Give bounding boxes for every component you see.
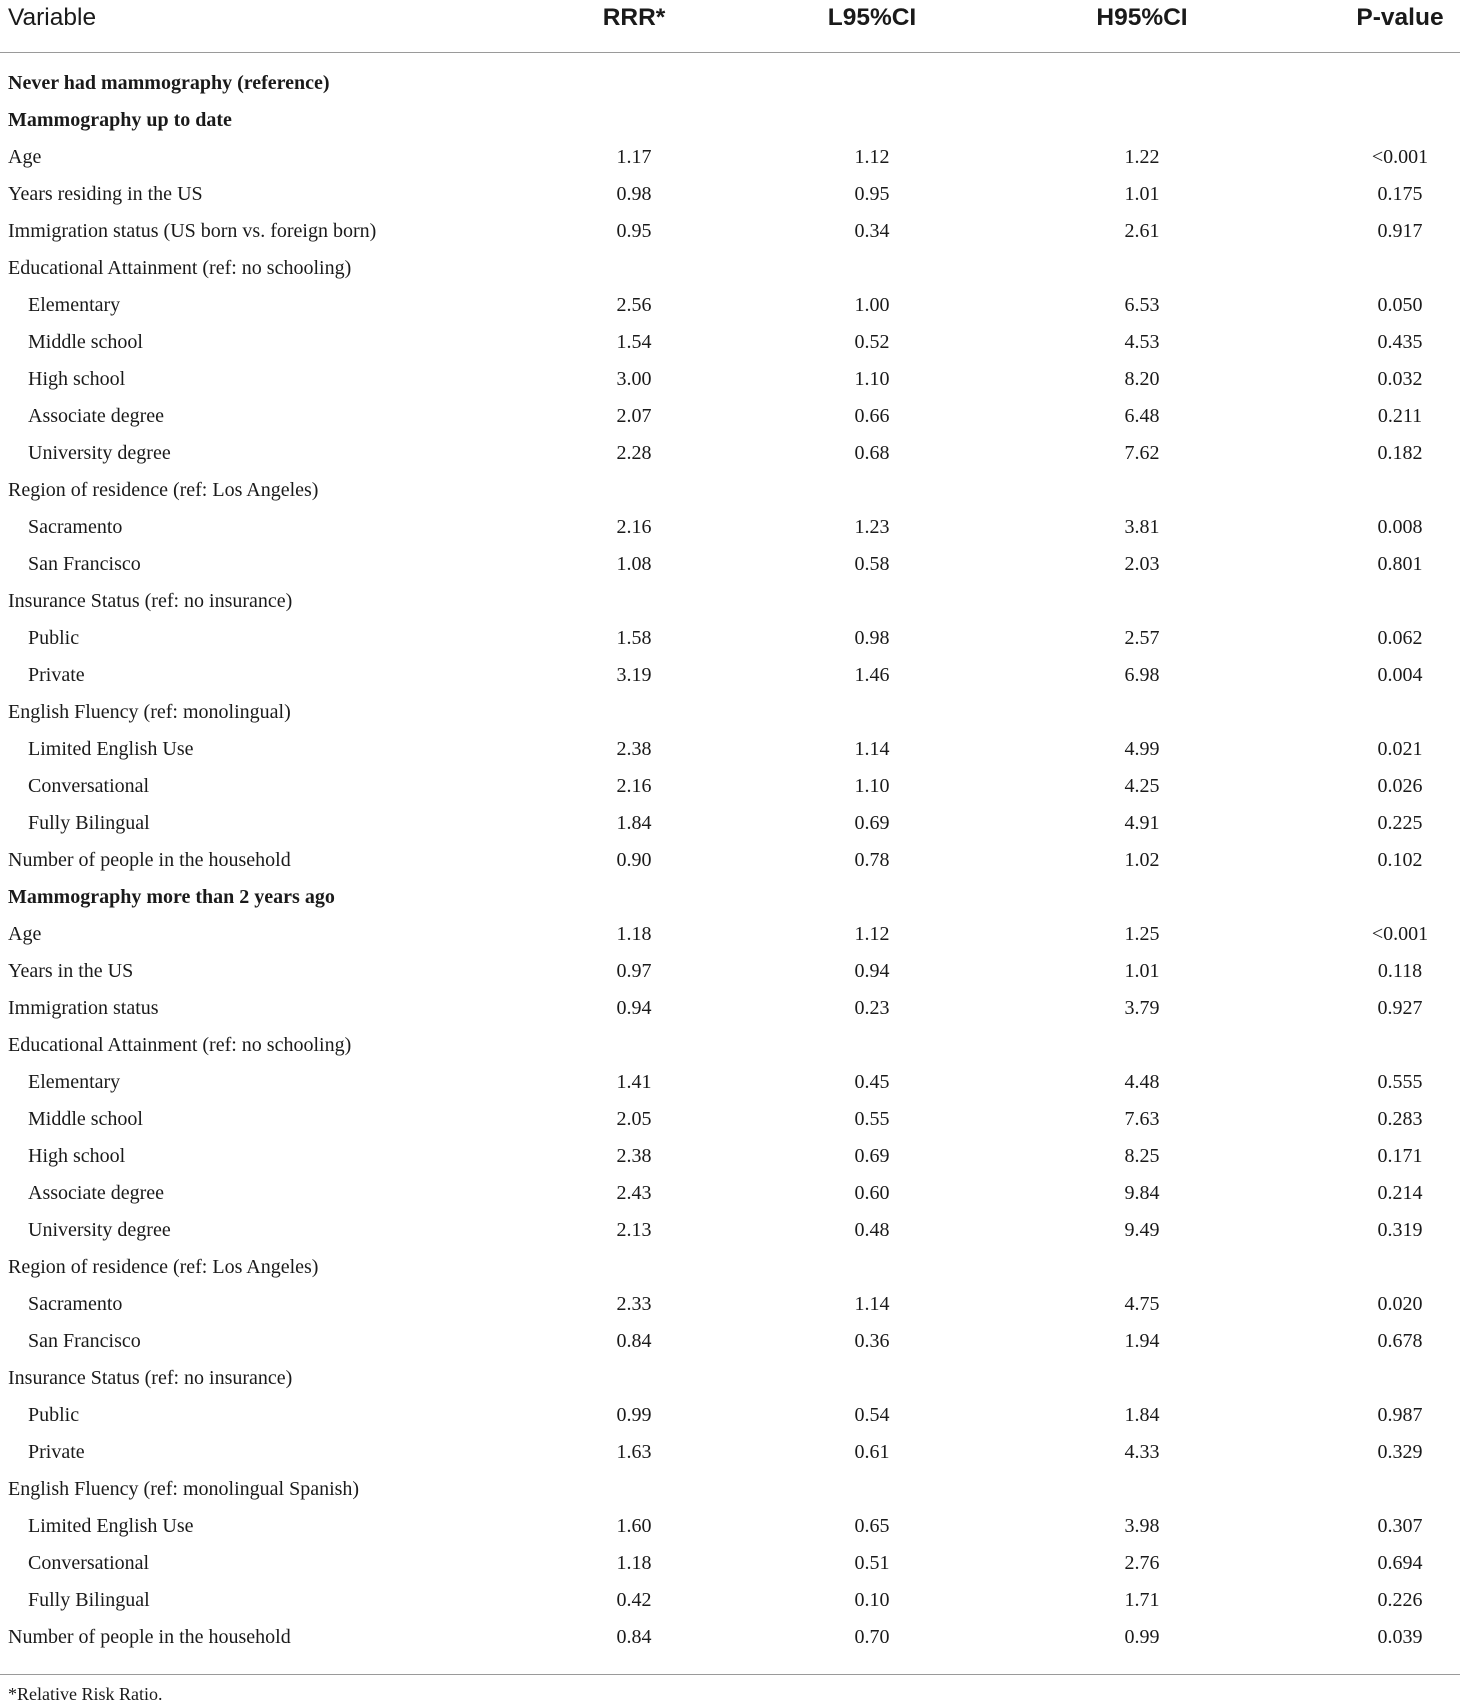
- cell-l95ci: 0.66: [854, 405, 890, 427]
- cell-p-value: 0.026: [1377, 775, 1423, 797]
- cell-p-value: 0.329: [1377, 1441, 1423, 1463]
- row-label: Conversational: [28, 1552, 150, 1574]
- cell-l95ci: 0.23: [854, 997, 890, 1019]
- header-variable: Variable: [8, 4, 97, 31]
- cell-l95ci: 0.45: [854, 1071, 890, 1093]
- table-row: [0, 1101, 1460, 1138]
- cell-l95ci: 0.65: [854, 1515, 890, 1537]
- cell-h95ci: 4.75: [1124, 1293, 1160, 1315]
- cell-l95ci: 1.14: [854, 738, 890, 760]
- cell-rrr: 0.42: [616, 1589, 652, 1611]
- table-row: [0, 324, 1460, 361]
- cell-p-value: 0.319: [1377, 1219, 1423, 1241]
- cell-l95ci: 0.94: [854, 960, 890, 982]
- table-row: [0, 768, 1460, 805]
- row-label: Elementary: [28, 1071, 121, 1093]
- cell-rrr: 0.99: [616, 1404, 652, 1426]
- cell-p-value: 0.032: [1377, 368, 1423, 390]
- cell-p-value: 0.175: [1377, 183, 1423, 205]
- cell-h95ci: 7.62: [1124, 442, 1160, 464]
- cell-rrr: 1.54: [616, 331, 652, 353]
- section-row: [0, 65, 1460, 102]
- table-body: [0, 65, 1460, 1656]
- cell-l95ci: 1.00: [854, 294, 890, 316]
- cell-p-value: 0.987: [1377, 1404, 1423, 1426]
- row-label: Public: [28, 627, 80, 649]
- cell-l95ci: 1.12: [854, 146, 890, 168]
- header-rrr: RRR*: [602, 4, 666, 31]
- table-row: [0, 1434, 1460, 1471]
- cell-p-value: <0.001: [1371, 923, 1429, 945]
- cell-l95ci: 0.48: [854, 1219, 890, 1241]
- cell-rrr: 2.16: [616, 775, 652, 797]
- cell-p-value: 0.927: [1377, 997, 1423, 1019]
- row-label: Limited English Use: [28, 1515, 194, 1537]
- table-row: [0, 509, 1460, 546]
- row-label: University degree: [28, 442, 171, 464]
- cell-p-value: 0.039: [1377, 1626, 1423, 1648]
- cell-rrr: 2.16: [616, 516, 652, 538]
- group-row: [0, 1249, 1460, 1286]
- table-row: [0, 1545, 1460, 1582]
- table-row: [0, 916, 1460, 953]
- cell-l95ci: 0.70: [854, 1626, 890, 1648]
- cell-rrr: 0.95: [616, 220, 652, 242]
- row-label: Immigration status: [8, 997, 159, 1019]
- cell-rrr: 2.05: [616, 1108, 652, 1130]
- cell-l95ci: 0.98: [854, 627, 890, 649]
- cell-h95ci: 9.49: [1124, 1219, 1160, 1241]
- section-row: [0, 102, 1460, 139]
- cell-l95ci: 0.78: [854, 849, 890, 871]
- table-row: [0, 657, 1460, 694]
- table-row: [0, 953, 1460, 990]
- cell-rrr: 2.38: [616, 738, 652, 760]
- cell-p-value: 0.694: [1377, 1552, 1423, 1574]
- cell-rrr: 2.38: [616, 1145, 652, 1167]
- row-label: University degree: [28, 1219, 171, 1241]
- table-row: [0, 731, 1460, 768]
- row-label: Conversational: [28, 775, 150, 797]
- cell-l95ci: 1.23: [854, 516, 890, 538]
- table-row: [0, 287, 1460, 324]
- group-row: [0, 694, 1460, 731]
- row-label: Private: [28, 664, 85, 686]
- cell-h95ci: 4.25: [1124, 775, 1160, 797]
- row-label: Sacramento: [28, 1293, 123, 1315]
- cell-h95ci: 6.48: [1124, 405, 1160, 427]
- table-row: [0, 1064, 1460, 1101]
- cell-p-value: 0.801: [1377, 553, 1423, 575]
- cell-p-value: 0.182: [1377, 442, 1423, 464]
- cell-p-value: 0.021: [1377, 738, 1423, 760]
- row-label: Limited English Use: [28, 738, 194, 760]
- cell-rrr: 0.94: [616, 997, 652, 1019]
- table-row: [0, 176, 1460, 213]
- row-label: San Francisco: [28, 1330, 141, 1352]
- row-label: Elementary: [28, 294, 121, 316]
- table-row: [0, 1582, 1460, 1619]
- group-row: [0, 250, 1460, 287]
- cell-h95ci: 6.98: [1124, 664, 1160, 686]
- cell-l95ci: 1.14: [854, 1293, 890, 1315]
- row-label: Insurance Status (ref: no insurance): [8, 1367, 293, 1389]
- group-row: [0, 1027, 1460, 1064]
- cell-h95ci: 4.48: [1124, 1071, 1160, 1093]
- cell-h95ci: 1.22: [1124, 146, 1160, 168]
- cell-rrr: 3.00: [616, 368, 652, 390]
- cell-l95ci: 0.36: [854, 1330, 890, 1352]
- table-row: [0, 1397, 1460, 1434]
- cell-h95ci: 3.81: [1124, 516, 1160, 538]
- cell-l95ci: 1.46: [854, 664, 890, 686]
- regression-table: [0, 0, 1460, 53]
- cell-l95ci: 0.10: [854, 1589, 890, 1611]
- cell-h95ci: 3.79: [1124, 997, 1160, 1019]
- cell-p-value: 0.171: [1377, 1145, 1423, 1167]
- cell-rrr: 0.97: [616, 960, 652, 982]
- row-label: Number of people in the household: [8, 849, 291, 871]
- cell-rrr: 2.56: [616, 294, 652, 316]
- table-row: [0, 435, 1460, 472]
- table-header-row: [0, 0, 1460, 53]
- table-row: [0, 1175, 1460, 1212]
- table-row: [0, 1212, 1460, 1249]
- cell-p-value: 0.214: [1377, 1182, 1423, 1204]
- cell-rrr: 1.17: [616, 146, 652, 168]
- cell-p-value: 0.225: [1377, 812, 1423, 834]
- table-row: [0, 139, 1460, 176]
- row-label: English Fluency (ref: monolingual Spanish): [8, 1478, 360, 1500]
- cell-h95ci: 4.91: [1124, 812, 1160, 834]
- cell-p-value: 0.307: [1377, 1515, 1423, 1537]
- cell-h95ci: 1.94: [1124, 1330, 1160, 1352]
- cell-rrr: 1.84: [616, 812, 652, 834]
- cell-p-value: 0.917: [1377, 220, 1423, 242]
- cell-rrr: 2.28: [616, 442, 652, 464]
- row-label: Region of residence (ref: Los Angeles): [8, 479, 319, 501]
- cell-rrr: 3.19: [616, 664, 652, 686]
- cell-h95ci: 1.25: [1124, 923, 1160, 945]
- cell-p-value: 0.118: [1377, 960, 1423, 982]
- cell-rrr: 0.90: [616, 849, 652, 871]
- table-row: [0, 1138, 1460, 1175]
- table-row: [0, 361, 1460, 398]
- cell-h95ci: 8.25: [1124, 1145, 1160, 1167]
- cell-l95ci: 0.54: [854, 1404, 890, 1426]
- cell-h95ci: 1.01: [1124, 183, 1160, 205]
- cell-rrr: 1.60: [616, 1515, 652, 1537]
- cell-l95ci: 0.51: [854, 1552, 890, 1574]
- row-label: Associate degree: [28, 1182, 165, 1204]
- cell-h95ci: 2.61: [1124, 220, 1160, 242]
- row-label: Years in the US: [8, 960, 134, 982]
- cell-h95ci: 1.71: [1124, 1589, 1160, 1611]
- table-row: [0, 620, 1460, 657]
- row-label: Private: [28, 1441, 85, 1463]
- cell-p-value: <0.001: [1371, 146, 1429, 168]
- cell-l95ci: 1.10: [854, 368, 890, 390]
- cell-p-value: 0.008: [1377, 516, 1423, 538]
- row-label: Fully Bilingual: [28, 812, 150, 834]
- cell-l95ci: 0.95: [854, 183, 890, 205]
- cell-p-value: 0.050: [1377, 294, 1423, 316]
- section-row: [0, 879, 1460, 916]
- cell-l95ci: 0.69: [854, 812, 890, 834]
- row-label: Public: [28, 1404, 80, 1426]
- cell-rrr: 2.43: [616, 1182, 652, 1204]
- cell-l95ci: 0.55: [854, 1108, 890, 1130]
- cell-h95ci: 4.99: [1124, 738, 1160, 760]
- cell-h95ci: 9.84: [1124, 1182, 1160, 1204]
- cell-l95ci: 1.12: [854, 923, 890, 945]
- cell-rrr: 1.58: [616, 627, 652, 649]
- cell-p-value: 0.678: [1377, 1330, 1423, 1352]
- cell-p-value: 0.020: [1377, 1293, 1423, 1315]
- cell-h95ci: 1.84: [1124, 1404, 1160, 1426]
- row-label: Immigration status (US born vs. foreign born): [8, 220, 377, 242]
- cell-h95ci: 3.98: [1124, 1515, 1160, 1537]
- row-label: Associate degree: [28, 405, 165, 427]
- cell-h95ci: 6.53: [1124, 294, 1160, 316]
- cell-l95ci: 0.61: [854, 1441, 890, 1463]
- cell-rrr: 2.33: [616, 1293, 652, 1315]
- table-bottom-rule: [0, 1674, 1460, 1675]
- table-footnote: *Relative Risk Ratio.: [8, 1684, 163, 1704]
- cell-l95ci: 0.68: [854, 442, 890, 464]
- cell-rrr: 0.84: [616, 1330, 652, 1352]
- row-label: Years residing in the US: [8, 183, 203, 205]
- cell-l95ci: 0.34: [854, 220, 890, 242]
- table-row: [0, 1286, 1460, 1323]
- row-label: Fully Bilingual: [28, 1589, 150, 1611]
- cell-rrr: 1.08: [616, 553, 652, 575]
- cell-p-value: 0.226: [1377, 1589, 1423, 1611]
- row-label: Number of people in the household: [8, 1626, 291, 1648]
- row-label: Mammography up to date: [8, 109, 232, 131]
- cell-h95ci: 1.02: [1124, 849, 1160, 871]
- cell-h95ci: 0.99: [1124, 1626, 1160, 1648]
- cell-p-value: 0.004: [1377, 664, 1423, 686]
- cell-h95ci: 2.03: [1124, 553, 1160, 575]
- table-row: [0, 805, 1460, 842]
- cell-p-value: 0.283: [1377, 1108, 1423, 1130]
- table-row: [0, 213, 1460, 250]
- cell-l95ci: 0.52: [854, 331, 890, 353]
- cell-rrr: 2.13: [616, 1219, 652, 1241]
- cell-rrr: 0.98: [616, 183, 652, 205]
- table-row: [0, 546, 1460, 583]
- row-label: Age: [8, 923, 42, 945]
- row-label: San Francisco: [28, 553, 141, 575]
- group-row: [0, 472, 1460, 509]
- cell-h95ci: 4.33: [1124, 1441, 1160, 1463]
- cell-p-value: 0.062: [1377, 627, 1423, 649]
- row-label: Region of residence (ref: Los Angeles): [8, 1256, 319, 1278]
- table-row: [0, 1508, 1460, 1545]
- cell-p-value: 0.435: [1377, 331, 1423, 353]
- row-label: Middle school: [28, 331, 143, 353]
- cell-rrr: 1.18: [616, 923, 652, 945]
- row-label: Educational Attainment (ref: no schooling): [8, 257, 352, 279]
- cell-h95ci: 4.53: [1124, 331, 1160, 353]
- header-p-value: P-value: [1356, 4, 1444, 31]
- cell-p-value: 0.211: [1377, 405, 1423, 427]
- cell-l95ci: 1.10: [854, 775, 890, 797]
- cell-h95ci: 7.63: [1124, 1108, 1160, 1130]
- row-label: Insurance Status (ref: no insurance): [8, 590, 293, 612]
- row-label: Age: [8, 146, 42, 168]
- cell-h95ci: 2.76: [1124, 1552, 1160, 1574]
- table-row: [0, 1619, 1460, 1656]
- row-label: Sacramento: [28, 516, 123, 538]
- table-row: [0, 842, 1460, 879]
- cell-l95ci: 0.58: [854, 553, 890, 575]
- row-label: Educational Attainment (ref: no schooling): [8, 1034, 352, 1056]
- table-row: [0, 398, 1460, 435]
- cell-rrr: 1.18: [616, 1552, 652, 1574]
- row-label: Middle school: [28, 1108, 143, 1130]
- header-l95ci: L95%CI: [827, 4, 917, 31]
- group-row: [0, 1471, 1460, 1508]
- cell-h95ci: 8.20: [1124, 368, 1160, 390]
- header-h95ci: H95%CI: [1096, 4, 1188, 31]
- cell-h95ci: 1.01: [1124, 960, 1160, 982]
- cell-l95ci: 0.69: [854, 1145, 890, 1167]
- row-label: High school: [28, 368, 126, 390]
- row-label: English Fluency (ref: monolingual): [8, 701, 291, 723]
- cell-rrr: 0.84: [616, 1626, 652, 1648]
- row-label: Never had mammography (reference): [8, 72, 330, 94]
- cell-l95ci: 0.60: [854, 1182, 890, 1204]
- cell-h95ci: 2.57: [1124, 627, 1160, 649]
- table-row: [0, 990, 1460, 1027]
- row-label: High school: [28, 1145, 126, 1167]
- group-row: [0, 583, 1460, 620]
- table-row: [0, 1323, 1460, 1360]
- row-label: Mammography more than 2 years ago: [8, 886, 335, 908]
- cell-rrr: 2.07: [616, 405, 652, 427]
- cell-p-value: 0.555: [1377, 1071, 1423, 1093]
- cell-rrr: 1.41: [616, 1071, 652, 1093]
- cell-p-value: 0.102: [1377, 849, 1423, 871]
- cell-rrr: 1.63: [616, 1441, 652, 1463]
- group-row: [0, 1360, 1460, 1397]
